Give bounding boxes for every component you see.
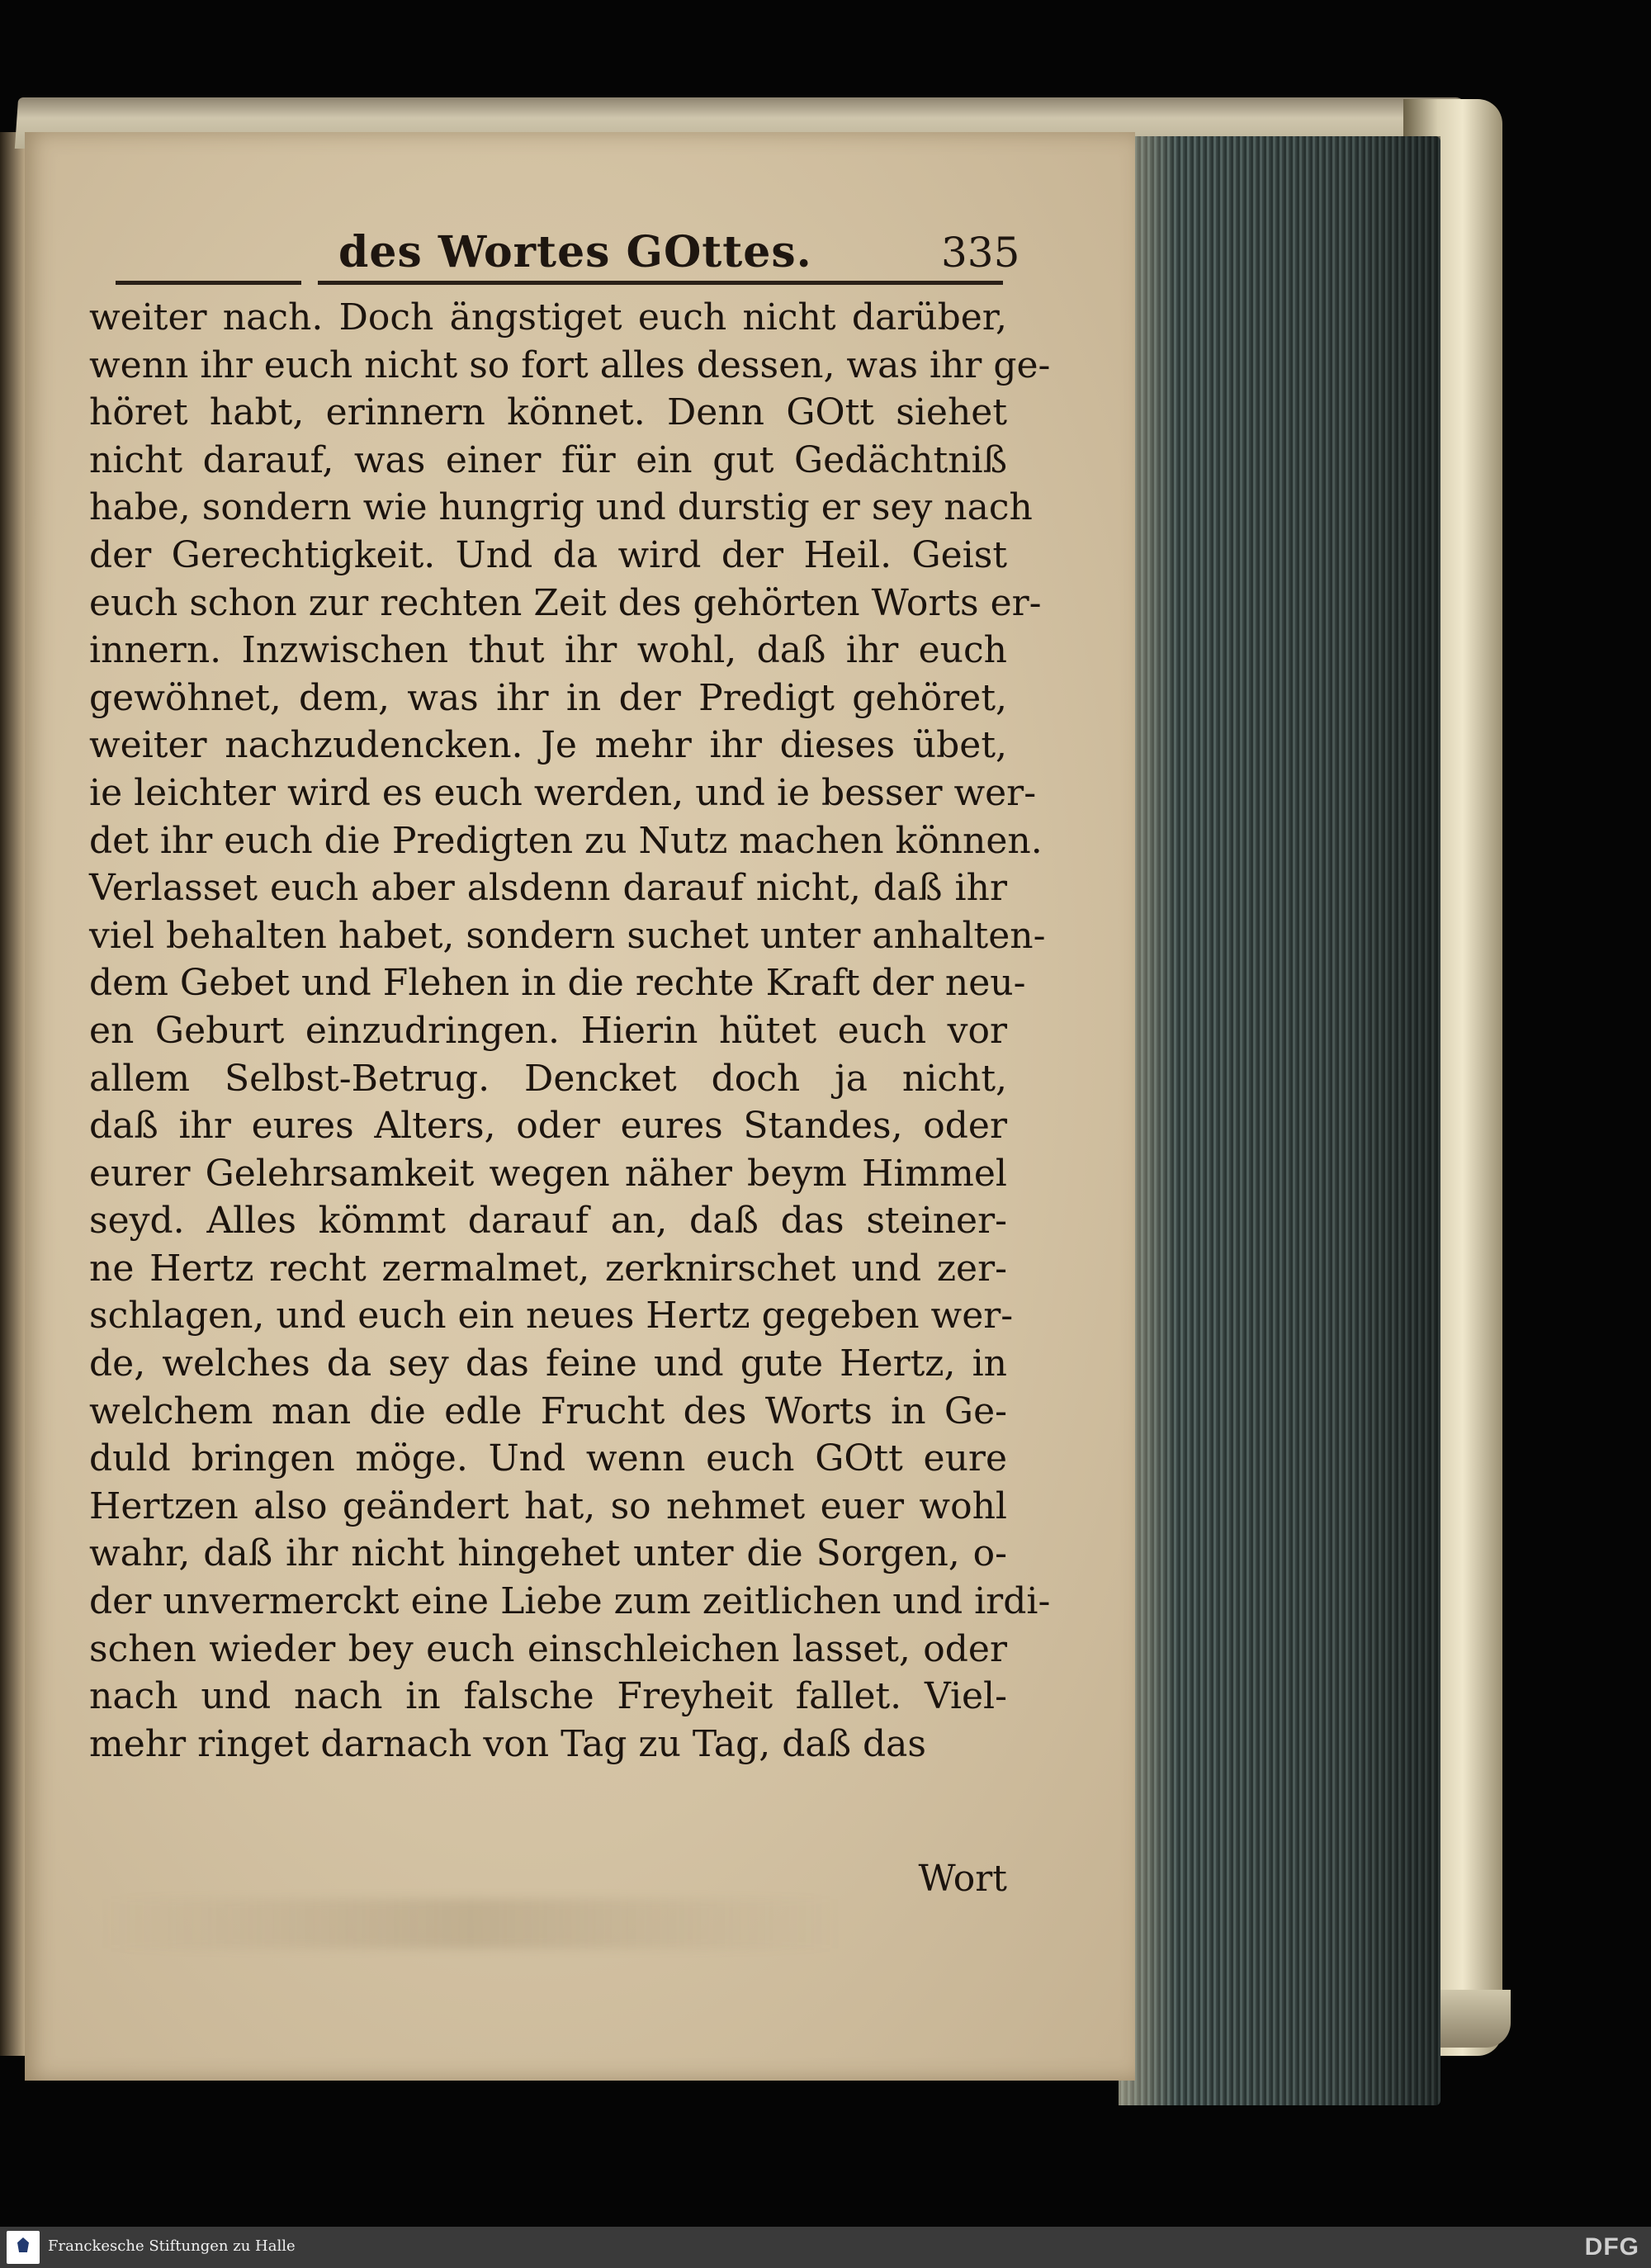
catchword: Wort (918, 1858, 1007, 1900)
text-line: wenn ihr euch nicht so fort alles dessen, was ihr ge- (89, 343, 1051, 386)
text-line: daß ihr eures Alters, oder eures Standes, oder (89, 1105, 1007, 1148)
book-page (25, 132, 1135, 2081)
text-line: welchem man die edle Frucht des Worts in Ge- (89, 1390, 1007, 1432)
text-line: nach und nach in falsche Freyheit fallet. Viel- (89, 1675, 1007, 1718)
text-line: gewöhnet, dem, was ihr in der Predigt gehöret, (89, 676, 1007, 719)
text-line: duld bringen möge. Und wenn euch GOtt eure (89, 1437, 1007, 1480)
text-line: weiter nachzudencken. Je mehr ihr dieses übet, (89, 724, 1007, 767)
page-number: 335 (941, 229, 1020, 277)
show-through-smudge (99, 1899, 842, 1948)
book-spine-edge (0, 132, 28, 2056)
text-line: allem Selbst-Betrug. Dencket doch ja nicht, (89, 1057, 1007, 1100)
running-title: des Wortes GOttes. (338, 227, 812, 277)
institution-name: Franckesche Stiftungen zu Halle (48, 2237, 296, 2255)
text-line: weiter nach. Doch ängstiget euch nicht darüber, (89, 296, 1007, 339)
text-line: seyd. Alles kömmt darauf an, daß das steiner- (89, 1200, 1007, 1243)
dfg-logo: DFG (1584, 2233, 1639, 2261)
header-rule-right (318, 281, 1003, 285)
header-rule-left (116, 281, 301, 285)
text-line: euch schon zur rechten Zeit des gehörten Worts er- (89, 581, 1042, 624)
text-line: höret habt, erinnern könnet. Denn GOtt siehet (89, 391, 1007, 434)
text-line: schen wieder bey euch einschleichen lasset, oder (89, 1627, 1007, 1670)
text-line: habe, sondern wie hungrig und durstig er sey nach (89, 486, 1033, 529)
text-line: eurer Gelehrsamkeit wegen näher beym Himmel (89, 1152, 1007, 1195)
text-line: viel behalten habet, sondern suchet unter anhalten- (89, 914, 1046, 957)
text-line: mehr ringet darnach von Tag zu Tag, daß das (89, 1722, 926, 1765)
text-line: ie leichter wird es euch werden, und ie besser wer- (89, 771, 1037, 814)
text-line: dem Gebet und Flehen in die rechte Kraft der neu- (89, 962, 1026, 1005)
page-header (116, 219, 1020, 297)
viewer-footer (0, 2227, 1651, 2268)
text-line: der Gerechtigkeit. Und da wird der Heil. Geist (89, 533, 1007, 576)
text-line: Hertzen also geändert hat, so nehmet euer wohl (89, 1484, 1007, 1527)
institution-logo-icon (7, 2231, 40, 2264)
text-line: de, welches da sey das feine und gute Hertz, in (89, 1342, 1007, 1385)
text-line: det ihr euch die Predigten zu Nutz machen können. (89, 819, 1043, 862)
text-line: der unvermerckt eine Liebe zum zeitlichen und irdi- (89, 1580, 1051, 1623)
text-line: nicht darauf, was einer für ein gut Gedächtniß (89, 438, 1007, 481)
text-line: en Geburt einzudringen. Hierin hütet euch vor (89, 1009, 1007, 1052)
text-line: ne Hertz recht zermalmet, zerknirschet und zer- (89, 1247, 1007, 1290)
text-line: schlagen, und euch ein neues Hertz gegeben wer- (89, 1295, 1014, 1338)
book-fore-edge (1119, 136, 1440, 2105)
text-line: innern. Inzwischen thut ihr wohl, daß ihr euch (89, 629, 1007, 672)
body-text (89, 294, 1051, 1768)
text-line: wahr, daß ihr nicht hingehet unter die Sorgen, o- (89, 1532, 1007, 1575)
text-line: Verlasset euch aber alsdenn darauf nicht, daß ihr (89, 867, 1007, 910)
